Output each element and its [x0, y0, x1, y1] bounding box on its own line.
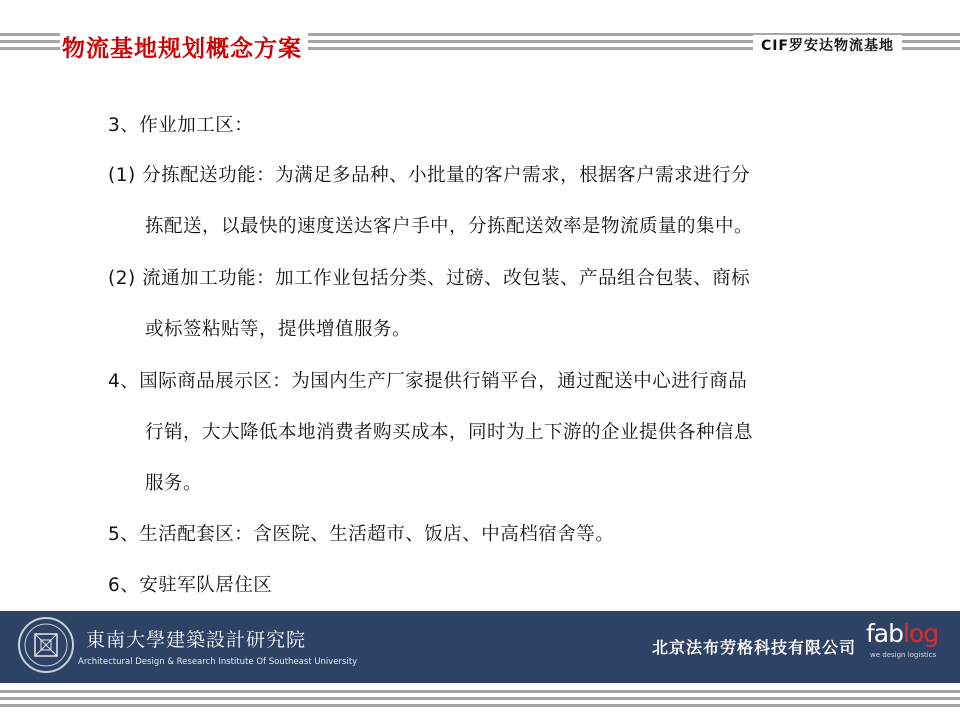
text-line: (1) 分拣配送功能：为满足多品种、小批量的客户需求，根据客户需求进行分	[108, 165, 751, 186]
page-title: 物流基地规划概念方案	[60, 30, 308, 63]
footer-bar	[0, 611, 960, 683]
text-line: 4、国际商品展示区：为国内生产厂家提供行销平台，通过配送中心进行商品	[108, 371, 748, 392]
university-name-en: Architectural Design & Research Institute Of Southeast University	[78, 657, 358, 667]
text-line: 或标签粘贴等，提供增值服务。	[145, 319, 412, 340]
company-name: 北京法布劳格科技有限公司	[652, 638, 857, 657]
logo-tagline: we design logistics	[870, 651, 937, 659]
text-line: 3、作业加工区：	[108, 115, 254, 136]
text-line: 行销，大大降低本地消费者购买成本，同时为上下游的企业提供各种信息	[145, 422, 754, 443]
text-line: (2) 流通加工功能：加工作业包括分类、过磅、改包装、产品组合包装、商标	[108, 268, 751, 289]
footer-stripes	[0, 690, 960, 711]
fablog-logo	[866, 619, 946, 661]
logo-text-fab: fab	[866, 619, 903, 648]
university-seal-icon	[18, 617, 74, 673]
brand-label: CIF罗安达物流基地	[753, 35, 902, 55]
text-line: 服务。	[145, 473, 203, 494]
university-name-cn: 東南大學建築設計研究院	[86, 629, 307, 651]
text-line: 6、安驻军队居住区	[108, 575, 273, 596]
text-line: 拣配送，以最快的速度送达客户手中，分拣配送效率是物流质量的集中。	[145, 216, 754, 237]
logo-text-log: log	[903, 619, 939, 648]
text-line: 5、生活配套区：含医院、生活超市、饭店、中高档宿舍等。	[108, 524, 615, 545]
